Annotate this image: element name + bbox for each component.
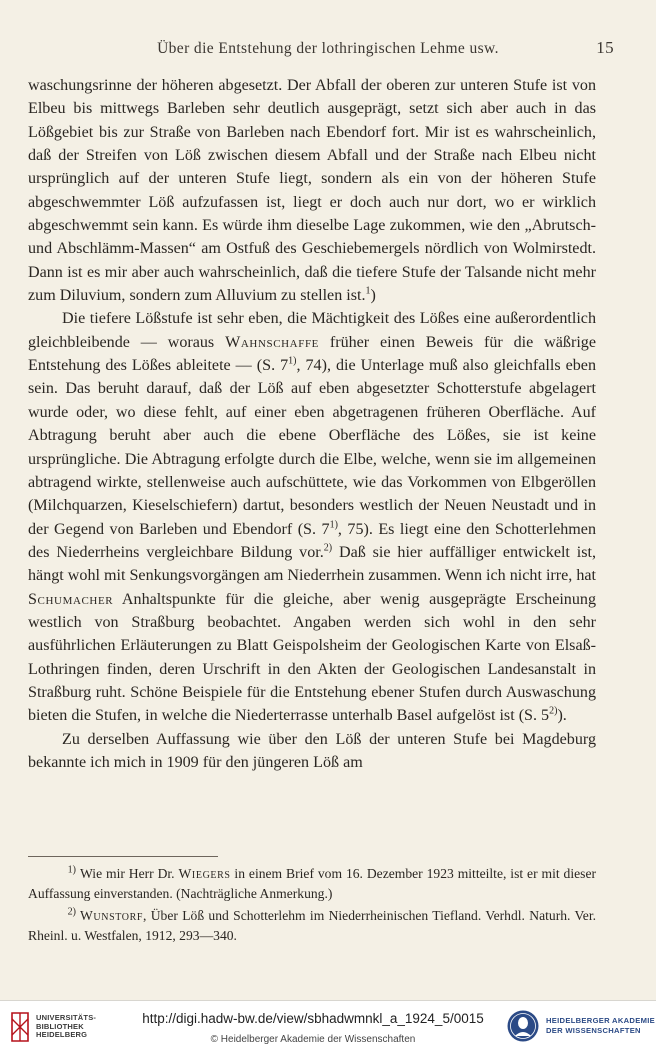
footnote-ref[interactable]: 2)	[549, 705, 558, 717]
footnote-ref-2[interactable]: 2)	[323, 542, 333, 554]
university-library-logo-icon[interactable]	[8, 1011, 32, 1043]
academy-name[interactable]: HEIDELBERGER AKADEMIE DER WISSENSCHAFTEN	[546, 1016, 655, 1035]
footnote-2: $^{2)}$ Wunstorf, Über Löß und Schotterlehm im Niederrheinischen Tiefland. Verhdl. Naturh. Ver. Rheinl. u. Westfalen, 1912, 293—340.	[28, 906, 596, 943]
paragraph-2: Die tiefere Lößstufe ist sehr eben, die Mächtigkeit des Lößes eine außerordentlich gleichbleibende — woraus Wahnschaffe früher einen Beweis für die wäßrige Entstehung des Lößes ableitete — (S. 7$^{1)}$, 74), die Unterlage muß also gleichfalls eben sein. Das beruht darauf, daß der Löß auf eben abgesetzter Schotterstufe abgelagert wurde oder, wo diese fehlt, auf einer eben abgetragenen früheren Oberfläche. Auf Abtragung beruht aber auch die ebene Oberfläche des Lößes, sie ist keine ursprüngliche. Die Abtragung erfolgte durch die Elbe, welche, wenn sie im allgemeinen abtragend wirkte, stellenweise auch aufschüttete, wie das Vorkommen von Elbgeröllen (Milchquarzen, Kieselschiefern) dartut, besonders westlich der Neuen Neustadt und in der Gegend von Barleben und Ebendorf (S. 7$^{1)}$, 75). Es liegt eine den Schotterlehmen des Niederrheins vergleichbare Bildung vor.$^{2)}$ Daß sie hier auffälliger entwickelt ist, hängt wohl mit Senkungsvorgängen am Niederrhein zusammen. Wenn ich nicht irre, hat Schumacher Anhaltspunkte für die gleiche, aber wenig ausgeprägte Erscheinung westlich von Straßburg beobachtet. Angaben werden sich wohl in den sehr ausführlichen Erläuterungen zu Blatt Geispolsheim der Geologischen Karte von Elsaß-Lothringen finden, deren Urschrift in den Akten der Geologischen Landesanstalt in Straßburg ruht. Schöne Beispiele für die Entstehung ebener Stufen durch Auswaschung bieten die Stufen, in welche die Niederterrasse unterhalb Basel aufgelöst ist (S. 5$^{2)}$).	[28, 310, 596, 725]
author-name: Wiegers	[178, 866, 231, 881]
running-title: Über die Entstehung der lothringischen Lehme usw.	[157, 40, 499, 57]
viewer-footer	[0, 1000, 656, 1054]
author-name: Schumacher	[28, 590, 114, 608]
footnote-1: $^{1)}$ Wie mir Herr Dr. Wiegers in einem Brief vom 16. Dezember 1923 mitteilte, ist er mit dieser Auffassung einverstanden. (Nachträgliche Anmerkung.)	[28, 864, 596, 901]
footnote-ref-1[interactable]: 1	[365, 285, 371, 297]
copyright-notice: © Heidelberger Akademie der Wissenschaften	[210, 1034, 416, 1045]
footnote-rule	[28, 856, 218, 857]
author-name: Wunstorf	[80, 908, 144, 923]
paragraph-1: waschungsrinne der höheren abgesetzt. Der Abfall der oberen zur unteren Stufe ist von Elbeu bis mittwegs Barleben sehr deutlich ausgeprägt, setzt sich aber auch in das Lößgebiet bis zur Straße von Barleben nach Ebendorf fort. Mir ist es wahrscheinlich, daß der Streifen von Löß zwischen diesem Abfall und der Straße nach Elbeu nicht ursprünglich auf der unteren Stufe liegt, sondern als ein von der höheren Stufe abgeschwemmter Löß aufzufassen ist, liegt er doch auch nur dort, wo er wirklich abgeschwemmt sein kann. Es würde ihm dieselbe Lage zukommen, wie den „Abrutsch- und Abschlämm-Massen“ am Ostfuß des Geschiebemergels nördlich von Wolmirstedt. Dann ist es mir aber auch wahrscheinlich, daß die tiefere Stufe der Talsande nicht mehr zum Diluvium, sondern zum Alluvium zu stellen ist.$^1$)	[28, 77, 596, 305]
permalink-url[interactable]: http://digi.hadw-bw.de/view/sbhadwmnkl_a_1924_5/0015	[142, 1011, 484, 1026]
body-text	[28, 74, 596, 774]
footnote-ref[interactable]: 1)	[329, 519, 338, 531]
page-number: 15	[596, 38, 614, 57]
academy-seal-icon[interactable]	[506, 1009, 540, 1043]
footnote-ref[interactable]: 1)	[288, 355, 297, 367]
university-library-name[interactable]: UNIVERSITÄTS- BIBLIOTHEK HEIDELBERG	[36, 1013, 97, 1039]
paragraph-3: Zu derselben Auffassung wie über den Löß der unteren Stufe bei Magdeburg bekannte ich mich in 1909 für den jüngeren Löß am	[28, 730, 596, 771]
running-header	[30, 40, 626, 58]
author-name: Wahnschaffe	[225, 333, 319, 351]
